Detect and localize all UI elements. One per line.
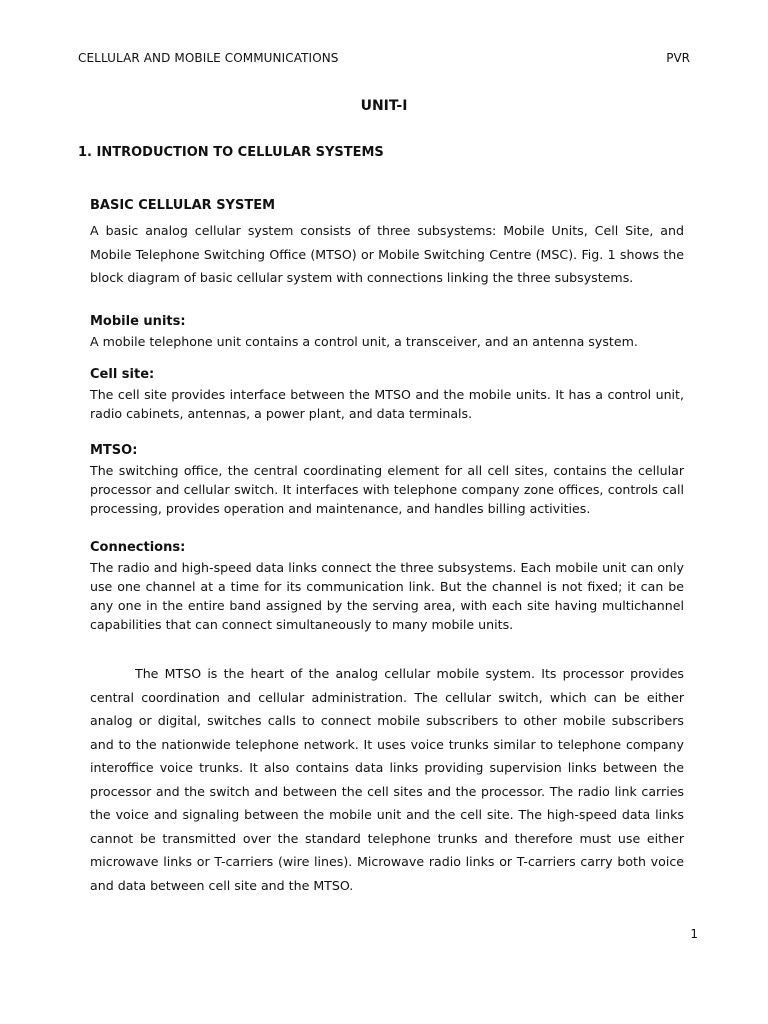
section-paragraph: The MTSO is the heart of the analog cellular mobile system. Its processor provides central coordination and cellular administration. The cellular switch, which can be either analog or digital, switches calls to connect mobile subscribers to other mobile subscribers and to the nationwide telephone network. It uses voice trunks similar to telephone company interoffice voice trunks. It also contains data links providing supervision links between the processor and the switch and between the cell sites and the processor. The radio link carries the voice and signaling between the mobile unit and the cell site. The high-speed data links cannot be transmitted over the standard telephone trunks and therefore must use either microwave links or T-carriers (wire lines). Microwave radio links or T-carriers carry both voice and data between cell site and the MTSO. [90,666,684,893]
running-header-title: CELLULAR AND MOBILE COMMUNICATIONS [78,51,339,65]
section-heading: Mobile units: [90,314,186,329]
section-heading: Cell site: [90,367,155,382]
section-paragraph: The switching office, the central coordinating element for all cell sites, contains the cellular processor and cellular switch. It interfaces with telephone company zone offices, controls call processing, provides operation and maintenance, and handles billing activities. [90,463,684,516]
section-paragraph: A mobile telephone unit contains a control unit, a transceiver, and an antenna system. [90,334,638,349]
chapter-title: 1. INTRODUCTION TO CELLULAR SYSTEMS [78,145,384,160]
section-paragraph: A basic analog cellular system consists of three subsystems: Mobile Units, Cell Site, and Mobile Telephone Switching Office (MTSO) or Mobile Switching Centre (MSC). Fig. 1 shows the block diagram of basic cellular system with connections linking the three subsystems. [90,223,684,285]
section-heading: BASIC CELLULAR SYSTEM [90,198,276,213]
page-number: 1 [690,927,698,941]
section-connections [90,540,684,634]
section-mtso [90,443,684,518]
section-heading: Connections: [90,540,186,555]
unit-title: UNIT-I [360,98,408,114]
section-mobile-units [90,314,684,351]
section-basic-cellular-system [90,198,684,290]
section-paragraph: The radio and high-speed data links connect the three subsystems. Each mobile unit can only use one channel at a time for its communication link. But the channel is not fixed; it can be any one in the entire band assigned by the serving area, with each site having multichannel capabilities that can connect simultaneously to many mobile units. [90,560,684,632]
section-heading: MTSO: [90,443,138,458]
section-mtso-heart [90,662,684,897]
section-cell-site [90,367,684,423]
running-header-initials: PVR [666,51,690,65]
section-paragraph: The cell site provides interface between the MTSO and the mobile units. It has a control unit, radio cabinets, antennas, a power plant, and data terminals. [90,387,684,421]
